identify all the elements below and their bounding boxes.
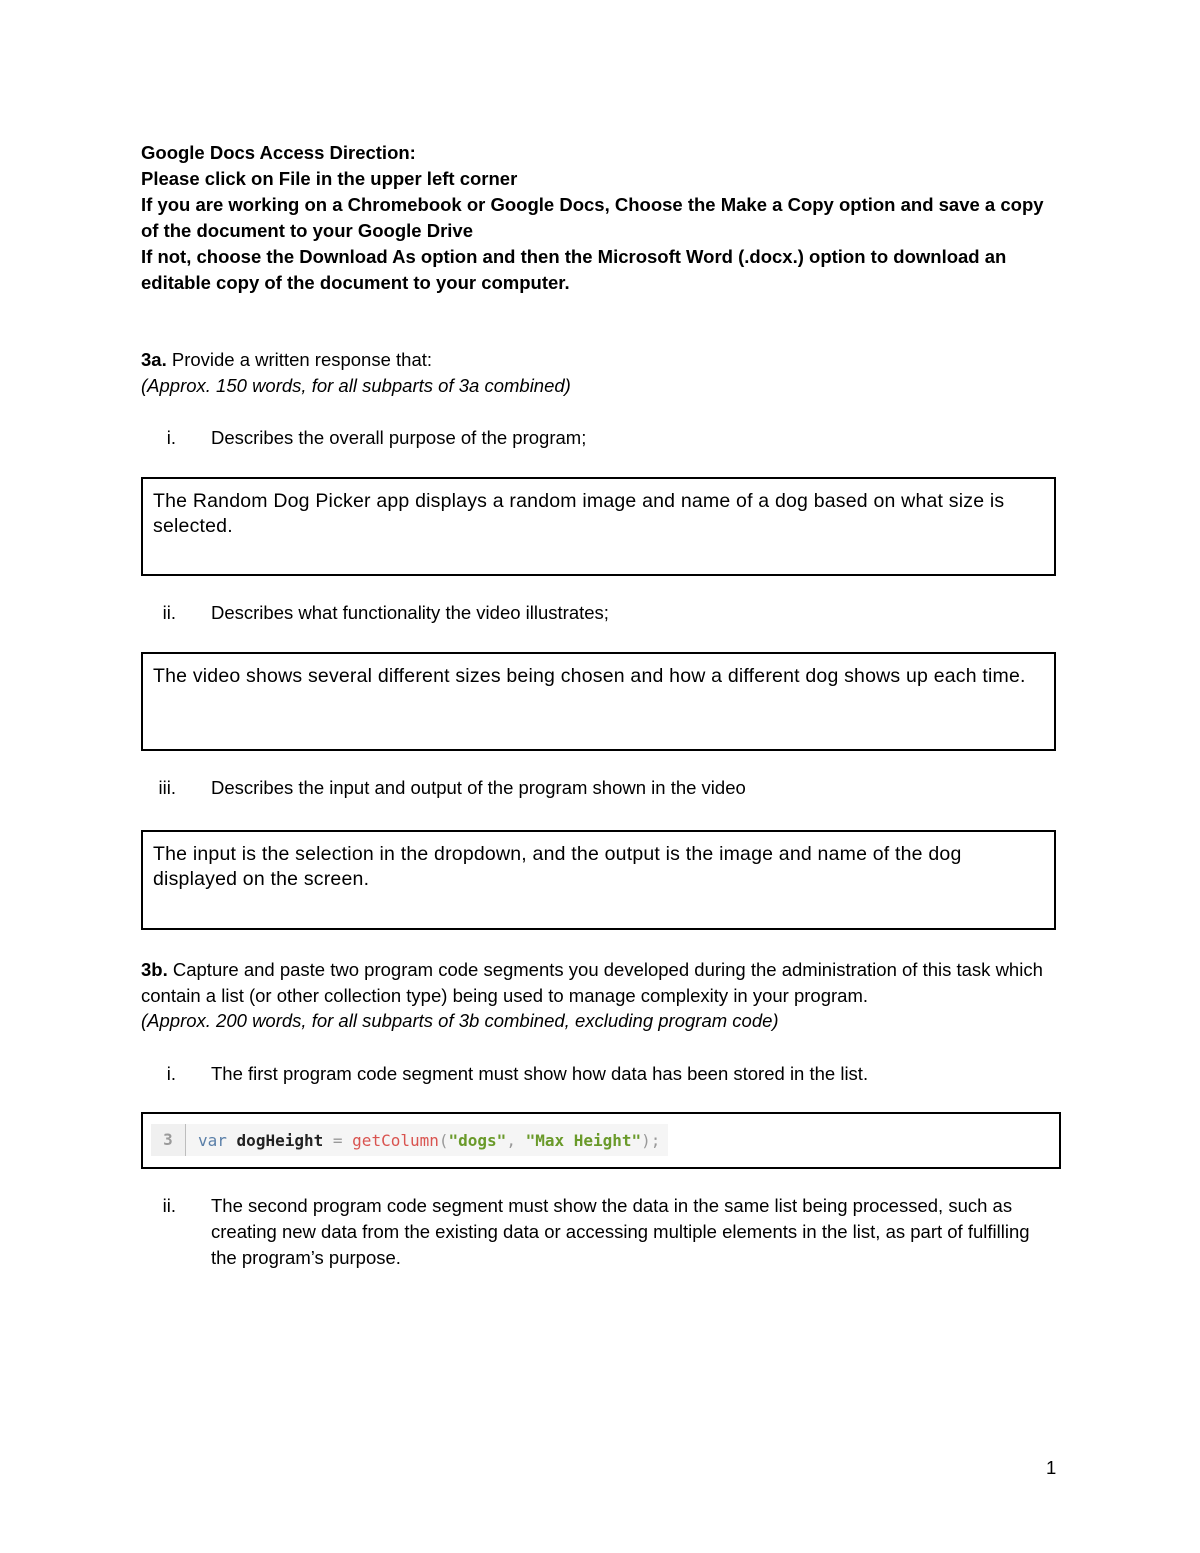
section-3b-intro: Capture and paste two program code segments you developed during the administration of this task which contain a list (or other collection type) being used to manage complexity in your program.: [141, 959, 1043, 1006]
answer-box-3a-ii[interactable]: [141, 652, 1056, 751]
prompt-number: ii.: [162, 602, 176, 623]
prompt-3b-ii: [141, 1193, 1041, 1271]
answer-text: The input is the selection in the dropdown, and the output is the image and name of the dog displayed on the screen.: [153, 843, 962, 890]
directions-line-chromebook: If you are working on a Chromebook or Google Docs, Choose the Make a Copy option and save a copy of the document to your Google Drive: [141, 194, 1044, 241]
section-3a-label: 3a.: [141, 349, 167, 370]
prompt-3a-iii: [141, 775, 1041, 801]
prompt-text: Describes the overall purpose of the program;: [211, 427, 587, 448]
section-3a-intro: Provide a written response that:: [166, 349, 433, 370]
code-text: [186, 1131, 668, 1150]
prompt-text: Describes what functionality the video illustrates;: [211, 602, 609, 623]
section-3a-header: [141, 347, 1061, 398]
code-arg-dogs: "dogs": [448, 1130, 507, 1150]
access-directions: [141, 140, 1061, 296]
code-line: [151, 1124, 668, 1156]
section-3b-label: 3b.: [141, 959, 168, 980]
prompt-number: i.: [166, 427, 176, 448]
prompt-text: The first program code segment must show how data has been stored in the list.: [211, 1063, 869, 1084]
prompt-number: iii.: [158, 777, 176, 798]
prompt-text: The second program code segment must show the data in the same list being processed, such as creating new data from the existing data or accessing multiple elements in the list, as part of fulfilling the program’s purpose.: [211, 1195, 1030, 1268]
code-function: getColumn: [352, 1130, 439, 1150]
section-3a-note: (Approx. 150 words, for all subparts of 3a combined): [141, 374, 571, 396]
prompt-3a-ii: [141, 600, 1041, 626]
prompt-3b-i: [141, 1061, 1041, 1087]
code-comma: ,: [506, 1130, 526, 1150]
prompt-3a-i: [141, 425, 1041, 451]
prompt-text: Describes the input and output of the program shown in the video: [211, 777, 746, 798]
directions-line-file: Please click on File in the upper left corner: [141, 168, 518, 189]
answer-box-3a-iii[interactable]: [141, 830, 1056, 930]
code-segment-box[interactable]: [141, 1112, 1061, 1169]
prompt-number: ii.: [162, 1195, 176, 1216]
code-line-number: 3: [151, 1124, 186, 1156]
prompt-number: i.: [166, 1063, 176, 1084]
answer-box-3a-i[interactable]: [141, 477, 1056, 576]
section-3b-note: (Approx. 200 words, for all subparts of 3b combined, excluding program code): [141, 1010, 779, 1031]
code-identifier: dogHeight: [236, 1130, 324, 1150]
code-operator: =: [332, 1130, 343, 1150]
code-close: );: [641, 1130, 661, 1150]
code-keyword: var: [198, 1130, 227, 1150]
code-open-paren: (: [438, 1130, 449, 1150]
directions-line-download: If not, choose the Download As option and then the Microsoft Word (.docx.) option to download an editable copy of the document to your computer.: [141, 246, 1007, 293]
page-number: 1: [1046, 1457, 1057, 1478]
code-arg-max-height: "Max Height": [525, 1130, 642, 1150]
answer-text: The Random Dog Picker app displays a random image and name of a dog based on what size is selected.: [153, 490, 1005, 537]
directions-heading: Google Docs Access Direction:: [141, 142, 416, 163]
answer-text: The video shows several different sizes being chosen and how a different dog shows up each time.: [153, 665, 1026, 687]
section-3b-header: [141, 957, 1061, 1034]
